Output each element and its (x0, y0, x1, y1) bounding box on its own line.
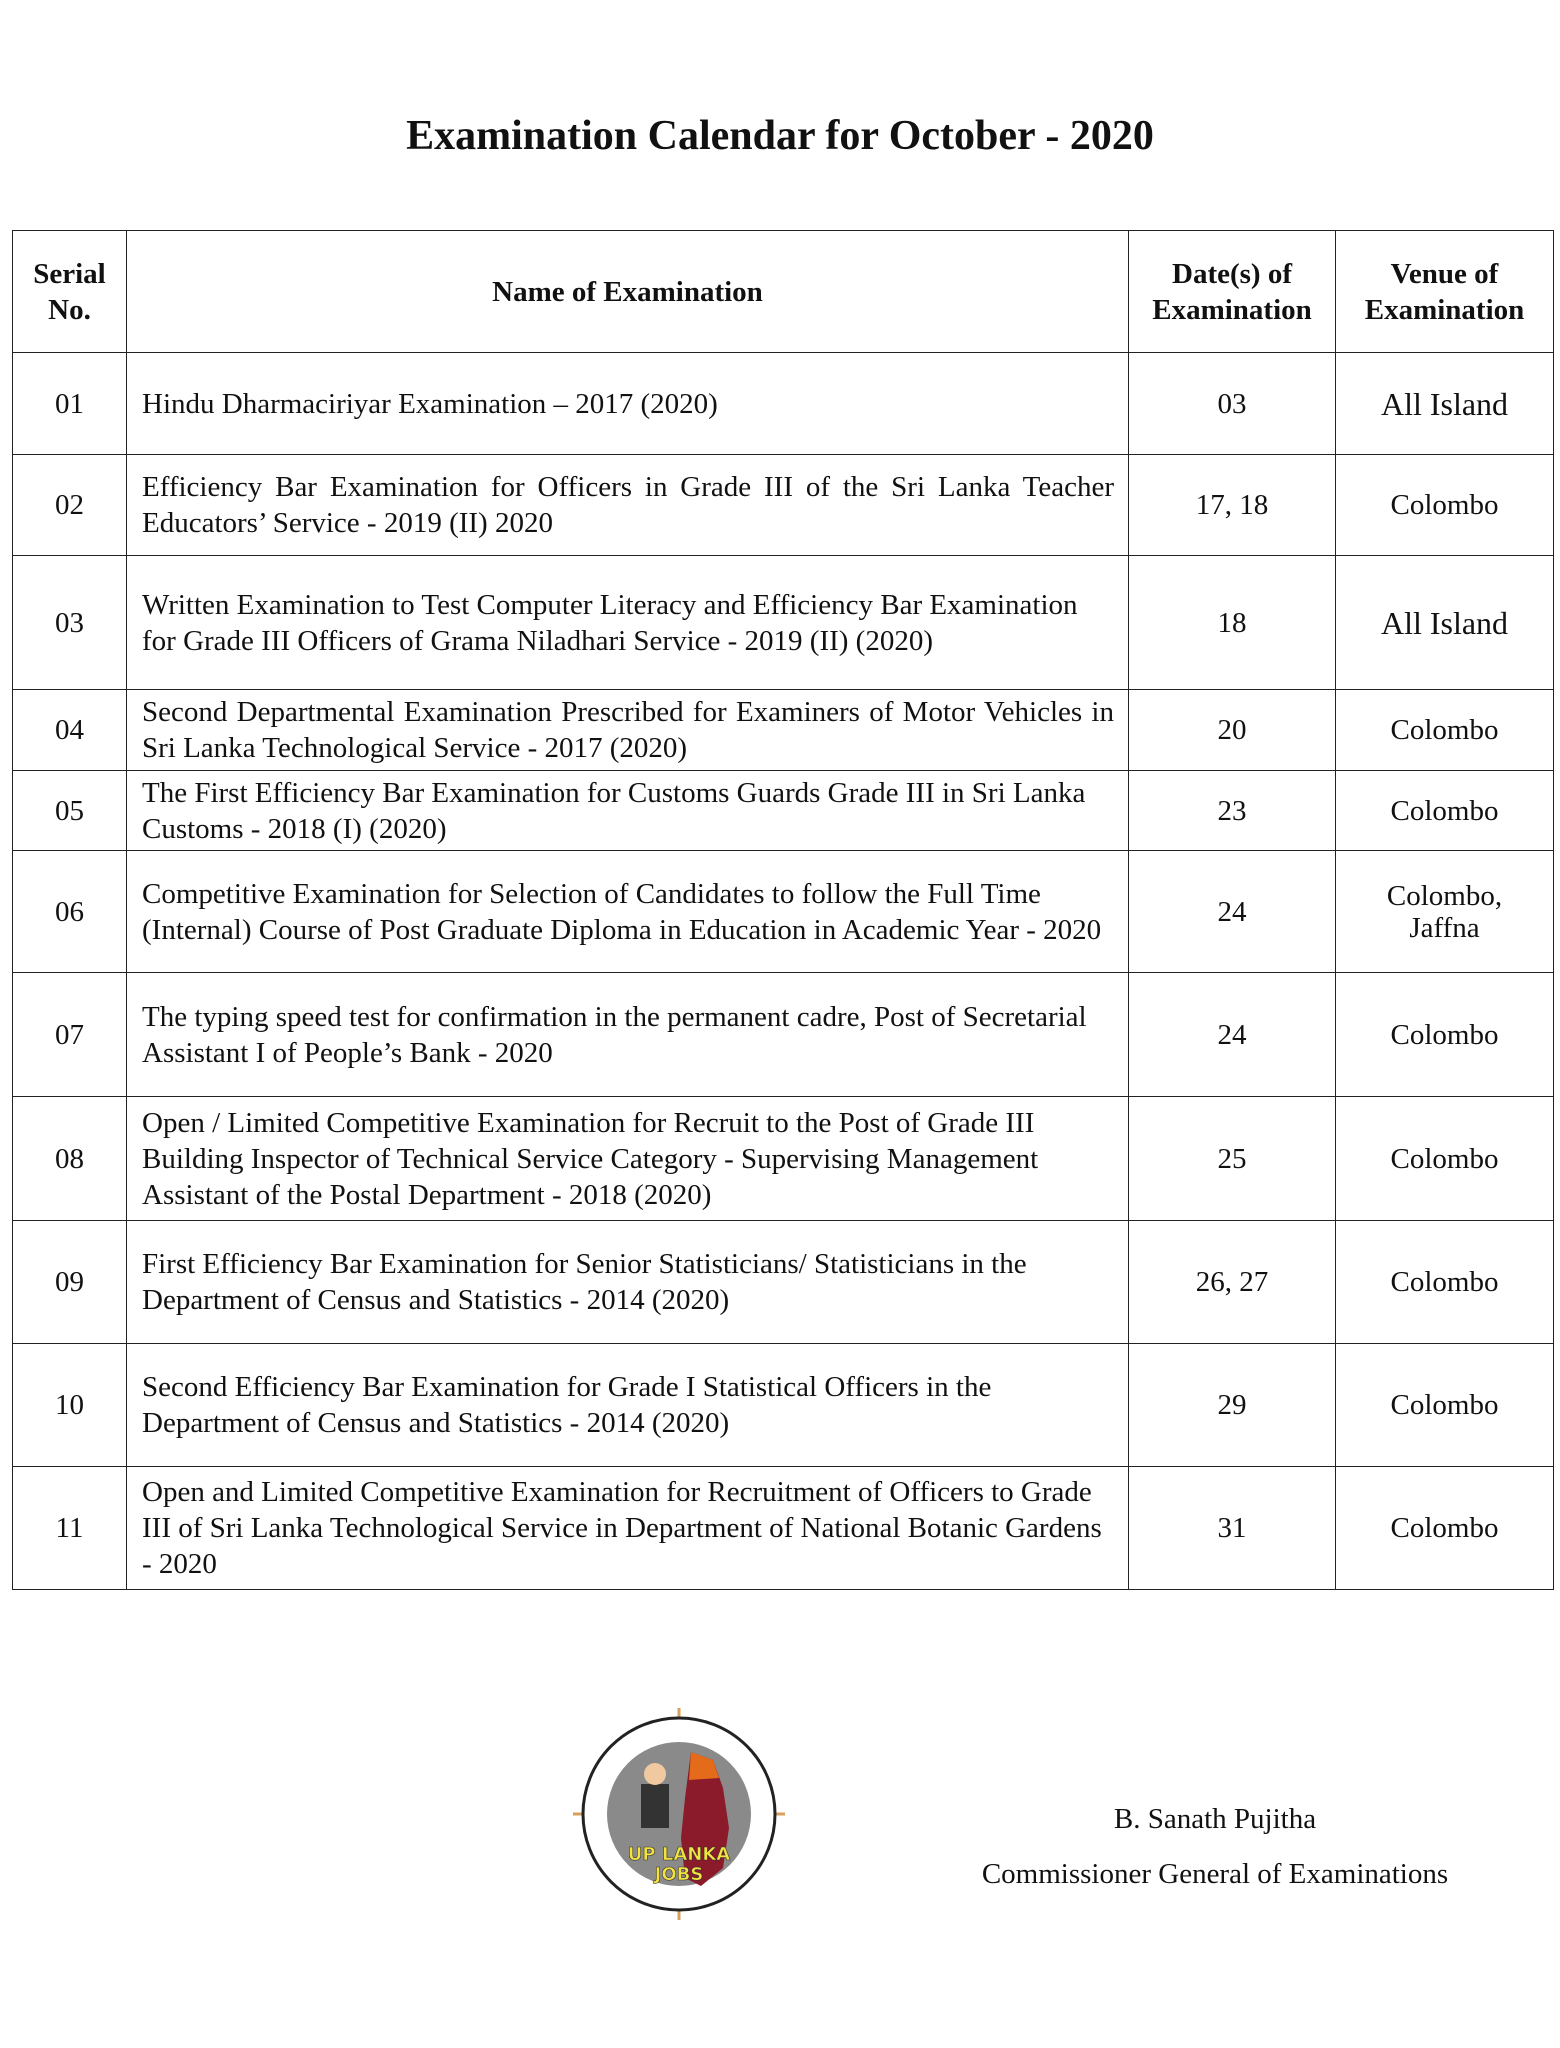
header-serial: Serial No. (13, 231, 127, 353)
date-cell: 03 (1129, 353, 1336, 455)
examination-table (12, 230, 1554, 1590)
serial-cell: 03 (13, 556, 127, 690)
date-cell: 26, 27 (1129, 1221, 1336, 1344)
svg-text:JOBS: JOBS (654, 1864, 704, 1885)
exam-name-cell: Efficiency Bar Examination for Officers in Grade III of the Sri Lanka Teacher Educators’ Service - 2019 (II) 2020 (127, 455, 1129, 556)
table-row (13, 353, 1554, 455)
serial-cell: 01 (13, 353, 127, 455)
serial-cell: 11 (13, 1467, 127, 1590)
signatory-name: B. Sanath Pujitha (1113, 1803, 1317, 1835)
date-cell: 23 (1129, 771, 1336, 851)
table-row (13, 1221, 1554, 1344)
table-row (13, 1467, 1554, 1590)
venue-cell: Colombo (1336, 690, 1554, 771)
exam-name-cell: Hindu Dharmaciriyar Examination – 2017 (2020) (127, 353, 1129, 455)
serial-cell: 02 (13, 455, 127, 556)
table-row (13, 851, 1554, 973)
date-cell: 17, 18 (1129, 455, 1336, 556)
date-cell: 18 (1129, 556, 1336, 690)
venue-cell: Colombo (1336, 1344, 1554, 1467)
venue-cell: Colombo (1336, 771, 1554, 851)
serial-cell: 05 (13, 771, 127, 851)
date-cell: 24 (1129, 851, 1336, 973)
serial-cell: 04 (13, 690, 127, 771)
serial-cell: 07 (13, 973, 127, 1097)
date-cell: 24 (1129, 973, 1336, 1097)
table-row (13, 455, 1554, 556)
serial-cell: 10 (13, 1344, 127, 1467)
exam-name-cell: Written Examination to Test Computer Literacy and Efficiency Bar Examination for Grade III Officers of Grama Niladhari Service - 2019 (II) (2020) (127, 556, 1129, 690)
table-row (13, 556, 1554, 690)
venue-cell: Colombo (1336, 1221, 1554, 1344)
table-row (13, 973, 1554, 1097)
venue-cell: All Island (1336, 556, 1554, 690)
serial-cell: 08 (13, 1097, 127, 1221)
venue-cell: Colombo (1336, 1097, 1554, 1221)
date-cell: 29 (1129, 1344, 1336, 1467)
venue-cell: Colombo (1336, 455, 1554, 556)
exam-name-cell: Second Efficiency Bar Examination for Grade I Statistical Officers in the Department of Census and Statistics - 2014 (2020) (127, 1344, 1129, 1467)
exam-name-cell: First Efficiency Bar Examination for Senior Statisticians/ Statisticians in the Department of Census and Statistics - 2014 (2020) (127, 1221, 1129, 1344)
svg-text:UP LANKA: UP LANKA (627, 1844, 731, 1865)
header-dates: Date(s) of Examination (1129, 231, 1336, 353)
signatory-designation: Commissioner General of Examinations (981, 1858, 1449, 1890)
table-row (13, 771, 1554, 851)
up-lanka-jobs-logo (573, 1708, 785, 1920)
date-cell: 20 (1129, 690, 1336, 771)
page-title: Examination Calendar for October - 2020 (406, 113, 1154, 159)
venue-cell: All Island (1336, 353, 1554, 455)
serial-cell: 06 (13, 851, 127, 973)
exam-name-cell: Competitive Examination for Selection of Candidates to follow the Full Time (Internal) Course of Post Graduate Diploma in Education in Academic Year - 2020 (127, 851, 1129, 973)
header-venue: Venue of Examination (1336, 231, 1554, 353)
exam-name-cell: Open and Limited Competitive Examination for Recruitment of Officers to Grade III of Sri Lanka Technological Service in Department of National Botanic Gardens - 2020 (127, 1467, 1129, 1590)
venue-cell: Colombo (1336, 973, 1554, 1097)
date-cell: 31 (1129, 1467, 1336, 1590)
exam-name-cell: The typing speed test for confirmation in the permanent cadre, Post of Secretarial Assistant I of People’s Bank - 2020 (127, 973, 1129, 1097)
exam-name-cell: Second Departmental Examination Prescribed for Examiners of Motor Vehicles in Sri Lanka Technological Service - 2017 (2020) (127, 690, 1129, 771)
venue-cell: Colombo (1336, 1467, 1554, 1590)
exam-name-cell: Open / Limited Competitive Examination for Recruit to the Post of Grade III Building Inspector of Technical Service Category - Supervising Management Assistant of the Postal Department - 2018 (2020) (127, 1097, 1129, 1221)
exam-name-cell: The First Efficiency Bar Examination for Customs Guards Grade III in Sri Lanka Customs - 2018 (I) (2020) (127, 771, 1129, 851)
serial-cell: 09 (13, 1221, 127, 1344)
table-header-row (13, 231, 1554, 353)
header-name: Name of Examination (127, 231, 1129, 353)
table-row (13, 1097, 1554, 1221)
venue-cell: Colombo, Jaffna (1336, 851, 1554, 973)
date-cell: 25 (1129, 1097, 1336, 1221)
table-row (13, 690, 1554, 771)
table-row (13, 1344, 1554, 1467)
